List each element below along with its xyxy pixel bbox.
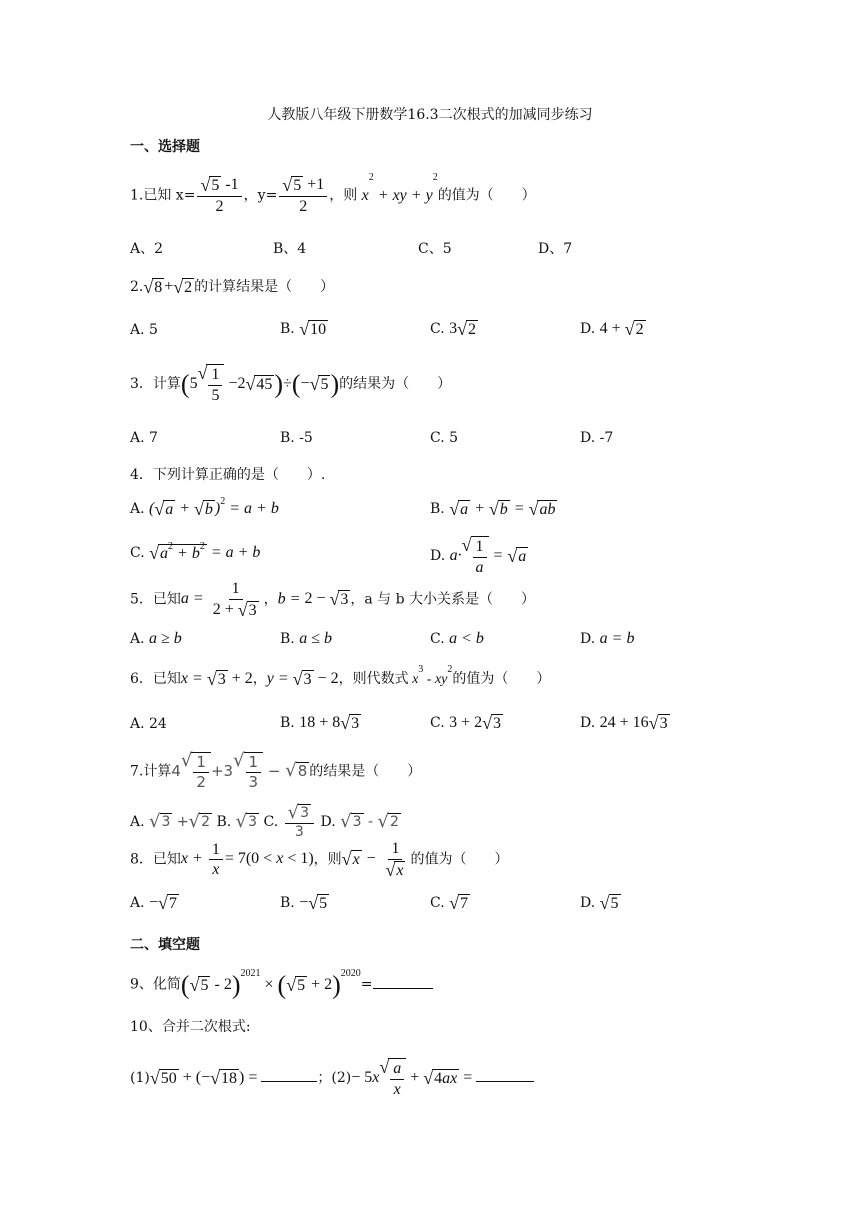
q7-options bbox=[130, 804, 401, 840]
question-2: 2. √ 8 + √ 2 的计算结果是（ ） bbox=[130, 276, 335, 297]
q1-mid: ，y= bbox=[243, 187, 278, 204]
q6-option-b: B. 18 + 8 √ 3 bbox=[280, 713, 360, 733]
page-title: 人教版八年级下册数学16.3二次根式的加减同步练习 bbox=[267, 107, 593, 123]
question-3: 3．计算(5 √ $\frac{1}{5}$ −2 √ 45 )÷(− √ 5 )的结果为（ ） bbox=[130, 363, 452, 404]
question-6: 6．已知x = √ 3 + 2，y = √ 3 − 2，则代数式 $x^3 - xy^2$的值为（ ） bbox=[130, 664, 551, 689]
q9-answer-blank[interactable] bbox=[373, 988, 433, 989]
q2-option-a: A. 5 bbox=[130, 322, 158, 338]
q5-option-b: B. a ≤ b bbox=[280, 630, 332, 647]
q1-post: ，则 bbox=[329, 187, 358, 204]
question-9: 9、化简( √ 5 - 2)$^{2021}$ × ( √ 5 + 2)$^{2020}$= bbox=[130, 972, 433, 998]
q2-option-b: B. √ 10 bbox=[280, 319, 327, 339]
q8-option-d: D. √ 5 bbox=[580, 893, 619, 913]
q1-option-d: D、7 bbox=[538, 241, 573, 257]
question-5: 5．已知a = 1 2 + √ 3 ，b = 2 − √ 3 ，a 与 b 大小关系是（ ） bbox=[130, 580, 536, 620]
q3-option-b: B. -5 bbox=[280, 430, 313, 446]
q3-option-d: D. -7 bbox=[580, 430, 614, 446]
q8-option-c: C. √ 7 bbox=[430, 893, 469, 913]
q3-option-a: A. 7 bbox=[130, 430, 158, 446]
q1-option-c: C、5 bbox=[418, 241, 452, 257]
q2-expression: √ 8 + √ 2 bbox=[143, 276, 193, 297]
q7-option-a: A. √ 3 + √ 2 bbox=[130, 811, 211, 833]
q6-option-d: D. 24 + 16 √ 3 bbox=[580, 713, 668, 733]
q3-option-c: C. 5 bbox=[430, 430, 459, 446]
q10-parts: (1) √ 50 + (− √ 18 ) = ；(2)− 5x √ $\frac{a}{x}$ + √ 4ax = bbox=[130, 1058, 534, 1098]
q1-option-b: B、4 bbox=[273, 241, 307, 257]
q6-option-c: C. 3 + 2 √ 3 bbox=[430, 713, 502, 733]
q10-part1-blank[interactable] bbox=[261, 1081, 317, 1082]
q7-option-b: B. √ 3 bbox=[216, 811, 258, 833]
q1-y-fraction: √ 5 +1 2 bbox=[279, 176, 327, 215]
q3-expression: (5 √ $\frac{1}{5}$ −2 √ 45 )÷(− √ 5 ) bbox=[180, 363, 340, 404]
q1-x-fraction: √ 5 -1 2 bbox=[197, 176, 241, 215]
q1-option-a: A、2 bbox=[130, 241, 164, 257]
question-8: 8．已知x + $\frac{1}{x}$ = 7(0 < x < 1)，则 √ x − 1 √ x 的值为（ ） bbox=[130, 840, 509, 880]
section-heading-choice: 一、选择题 bbox=[130, 139, 200, 155]
q5-option-a: A. a ≥ b bbox=[130, 630, 182, 647]
q2-option-d: D. 4 + √ 2 bbox=[580, 319, 644, 339]
q5-option-d: D. a = b bbox=[580, 630, 635, 647]
q2-option-c: C. 3 √ 2 bbox=[430, 319, 477, 339]
q7-option-c: C. √ 3 3 bbox=[264, 814, 317, 830]
q1-expression: $x^2$ + xy + $y^2$ bbox=[361, 172, 438, 204]
q2-text: 的计算结果是（ ） bbox=[194, 279, 335, 295]
q7-option-d: D. √ 3 - √ 2 bbox=[320, 811, 399, 833]
q5-option-c: C. a < b bbox=[430, 630, 484, 647]
q6-option-a: A. 24 bbox=[130, 716, 167, 732]
question-10: 10、合并二次根式: bbox=[130, 1019, 251, 1035]
q1-prefix: 1.已知 x= bbox=[130, 187, 196, 204]
q4-option-b: B. √ a + √ b = √ ab bbox=[430, 499, 556, 519]
q1-tail: 的值为（ ） bbox=[437, 187, 536, 204]
q4-option-d: D. a· √ $\frac{1}{a}$ = √ a bbox=[430, 535, 527, 576]
q4-option-a: A. ( √ a + √ b )$^2$ = a + b bbox=[130, 496, 279, 519]
question-7: 7.计算4 √ $\frac{1}{2}$ +3 √ $\frac{1}{3}$ − √ 8 的结果是（ ） bbox=[130, 750, 422, 791]
q8-option-a: A. − √ 7 bbox=[130, 893, 177, 913]
question-1 bbox=[130, 172, 536, 215]
question-4: 4．下列计算正确的是（ ）. bbox=[130, 467, 326, 483]
q10-part2-blank[interactable] bbox=[476, 1081, 534, 1082]
section-heading-fill: 二、填空题 bbox=[130, 937, 200, 953]
q8-option-b: B. − √ 5 bbox=[280, 893, 328, 913]
q4-option-c: C. √ $a^2 + b^2$ = a + b bbox=[130, 541, 261, 563]
